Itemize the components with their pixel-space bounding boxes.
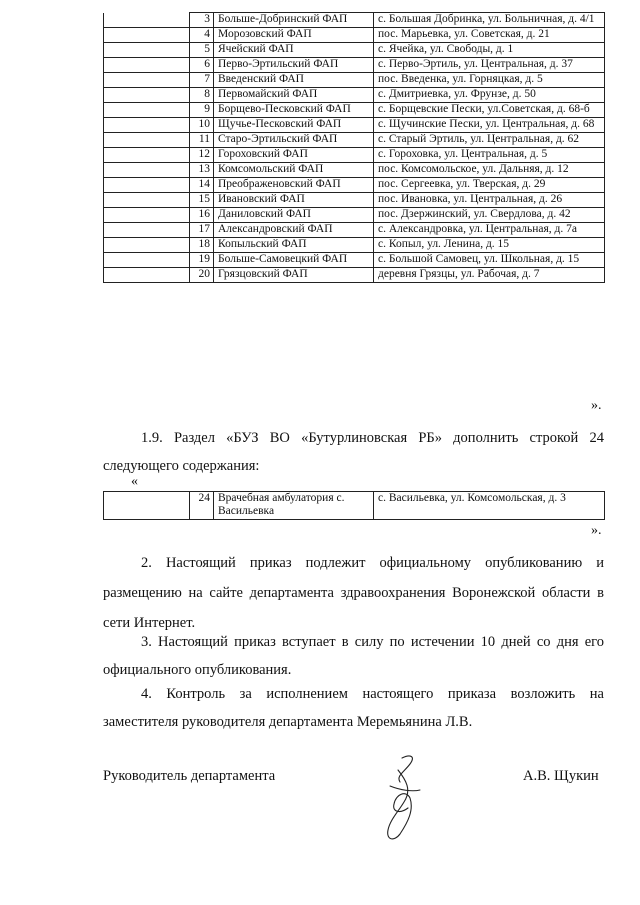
row-number: 20	[190, 268, 214, 283]
facility-name: Старо-Эртильский ФАП	[214, 133, 374, 148]
blank-cell	[104, 118, 190, 133]
facility-address: пос. Ивановка, ул. Центральная, д. 26	[374, 193, 605, 208]
blank-cell	[104, 43, 190, 58]
signatory-name: А.В. Щукин	[523, 768, 599, 784]
table-row	[104, 58, 605, 73]
table-row	[104, 88, 605, 103]
facility-address: с. Борщевские Пески, ул.Советская, д. 68-б	[374, 103, 605, 118]
facility-address: с. Васильевка, ул. Комсомольская, д. 3	[374, 492, 605, 520]
facility-name: Перво-Эртильский ФАП	[214, 58, 374, 73]
table-row	[104, 178, 605, 193]
facility-address: с. Старый Эртиль, ул. Центральная, д. 62	[374, 133, 605, 148]
row-number: 17	[190, 223, 214, 238]
facility-address: с. Копыл, ул. Ленина, д. 15	[374, 238, 605, 253]
row-number: 5	[190, 43, 214, 58]
row-number: 19	[190, 253, 214, 268]
facility-name: Борщево-Песковский ФАП	[214, 103, 374, 118]
facility-address: с. Ячейка, ул. Свободы, д. 1	[374, 43, 605, 58]
blank-cell	[104, 193, 190, 208]
blank-cell	[104, 492, 190, 520]
table-row	[104, 28, 605, 43]
blank-cell	[104, 28, 190, 43]
facility-address: пос. Сергеевка, ул. Тверская, д. 29	[374, 178, 605, 193]
facility-address: пос. Комсомольское, ул. Дальняя, д. 12	[374, 163, 605, 178]
row-number: 14	[190, 178, 214, 193]
paragraph-1-9: 1.9. Раздел «БУЗ ВО «Бутурлиновская РБ» дополнить строкой 24 следующего содержания:	[103, 430, 604, 474]
blank-cell	[104, 73, 190, 88]
facility-name: Комсомольский ФАП	[214, 163, 374, 178]
facility-address: с. Большая Добринка, ул. Больничная, д. 4/1	[374, 13, 605, 28]
facility-address: с. Гороховка, ул. Центральная, д. 5	[374, 148, 605, 163]
row-number: 6	[190, 58, 214, 73]
table-row	[104, 223, 605, 238]
table-row	[104, 253, 605, 268]
row-number: 8	[190, 88, 214, 103]
blank-cell	[104, 163, 190, 178]
table-row	[104, 148, 605, 163]
facility-name: Преображеновский ФАП	[214, 178, 374, 193]
row-number: 24	[190, 492, 214, 520]
table-row	[104, 492, 605, 520]
facility-address: пос. Дзержинский, ул. Свердлова, д. 42	[374, 208, 605, 223]
facility-address: с. Перво-Эртиль, ул. Центральная, д. 37	[374, 58, 605, 73]
table-row	[104, 268, 605, 283]
facility-name: Больше-Добринский ФАП	[214, 13, 374, 28]
facility-address: пос. Марьевка, ул. Советская, д. 21	[374, 28, 605, 43]
table-row	[104, 13, 605, 28]
row-number: 10	[190, 118, 214, 133]
row-number: 13	[190, 163, 214, 178]
facility-name: Копыльский ФАП	[214, 238, 374, 253]
blank-cell	[104, 103, 190, 118]
facility-address: с. Александровка, ул. Центральная, д. 7а	[374, 223, 605, 238]
handwritten-signature	[360, 750, 440, 850]
paragraph-3: 3. Настоящий приказ вступает в силу по истечении 10 дней со дня его официального опубликования.	[103, 634, 604, 678]
add-table-closing-quote: ».	[591, 523, 602, 538]
table-row	[104, 43, 605, 58]
blank-cell	[104, 13, 190, 28]
blank-cell	[104, 148, 190, 163]
row-number: 3	[190, 13, 214, 28]
row-number: 9	[190, 103, 214, 118]
facility-name: Введенский ФАП	[214, 73, 374, 88]
facility-name: Больше-Самовецкий ФАП	[214, 253, 374, 268]
table-row	[104, 193, 605, 208]
paragraph-2: 2. Настоящий приказ подлежит официальному опубликованию и размещению на сайте департамента здравоохранения Воронежской области в сети Интернет.	[103, 555, 604, 631]
paragraph-4: 4. Контроль за исполнением настоящего приказа возложить на заместителя руководителя департамента Меремьянина Л.В.	[103, 686, 604, 730]
blank-cell	[104, 133, 190, 148]
facility-name: Даниловский ФАП	[214, 208, 374, 223]
facility-name: Первомайский ФАП	[214, 88, 374, 103]
table-row	[104, 118, 605, 133]
fap-table-body	[104, 13, 605, 283]
table-row	[104, 163, 605, 178]
facility-address: деревня Грязцы, ул. Рабочая, д. 7	[374, 268, 605, 283]
blank-cell	[104, 223, 190, 238]
table-row	[104, 73, 605, 88]
blank-cell	[104, 208, 190, 223]
facility-name: Ивановский ФАП	[214, 193, 374, 208]
row-number: 11	[190, 133, 214, 148]
signatory-position: Руководитель департамента	[103, 768, 276, 784]
facility-name: Врачебная амбулатория с. Васильевка	[214, 492, 374, 520]
blank-cell	[104, 178, 190, 193]
row-number: 12	[190, 148, 214, 163]
blank-cell	[104, 88, 190, 103]
row-number: 18	[190, 238, 214, 253]
fap-table	[103, 12, 605, 283]
blank-cell	[104, 58, 190, 73]
row-number: 4	[190, 28, 214, 43]
blank-cell	[104, 253, 190, 268]
facility-name: Щучье-Песковский ФАП	[214, 118, 374, 133]
facility-name: Гороховский ФАП	[214, 148, 374, 163]
row-number: 16	[190, 208, 214, 223]
facility-address: с. Дмитриевка, ул. Фрунзе, д. 50	[374, 88, 605, 103]
added-row-table	[103, 491, 605, 520]
blank-cell	[104, 268, 190, 283]
blank-cell	[104, 238, 190, 253]
facility-address: с. Щучинские Пески, ул. Центральная, д. 68	[374, 118, 605, 133]
table-row	[104, 208, 605, 223]
facility-address: с. Большой Самовец, ул. Школьная, д. 15	[374, 253, 605, 268]
facility-address: пос. Введенка, ул. Горняцкая, д. 5	[374, 73, 605, 88]
table-row	[104, 238, 605, 253]
table-row	[104, 103, 605, 118]
facility-name: Грязцовский ФАП	[214, 268, 374, 283]
row-number: 15	[190, 193, 214, 208]
row-number: 7	[190, 73, 214, 88]
facility-name: Ячейский ФАП	[214, 43, 374, 58]
facility-name: Морозовский ФАП	[214, 28, 374, 43]
facility-name: Александровский ФАП	[214, 223, 374, 238]
table-closing-quote: ».	[591, 398, 602, 413]
add-table-opening-quote: «	[131, 474, 138, 489]
table-row	[104, 133, 605, 148]
